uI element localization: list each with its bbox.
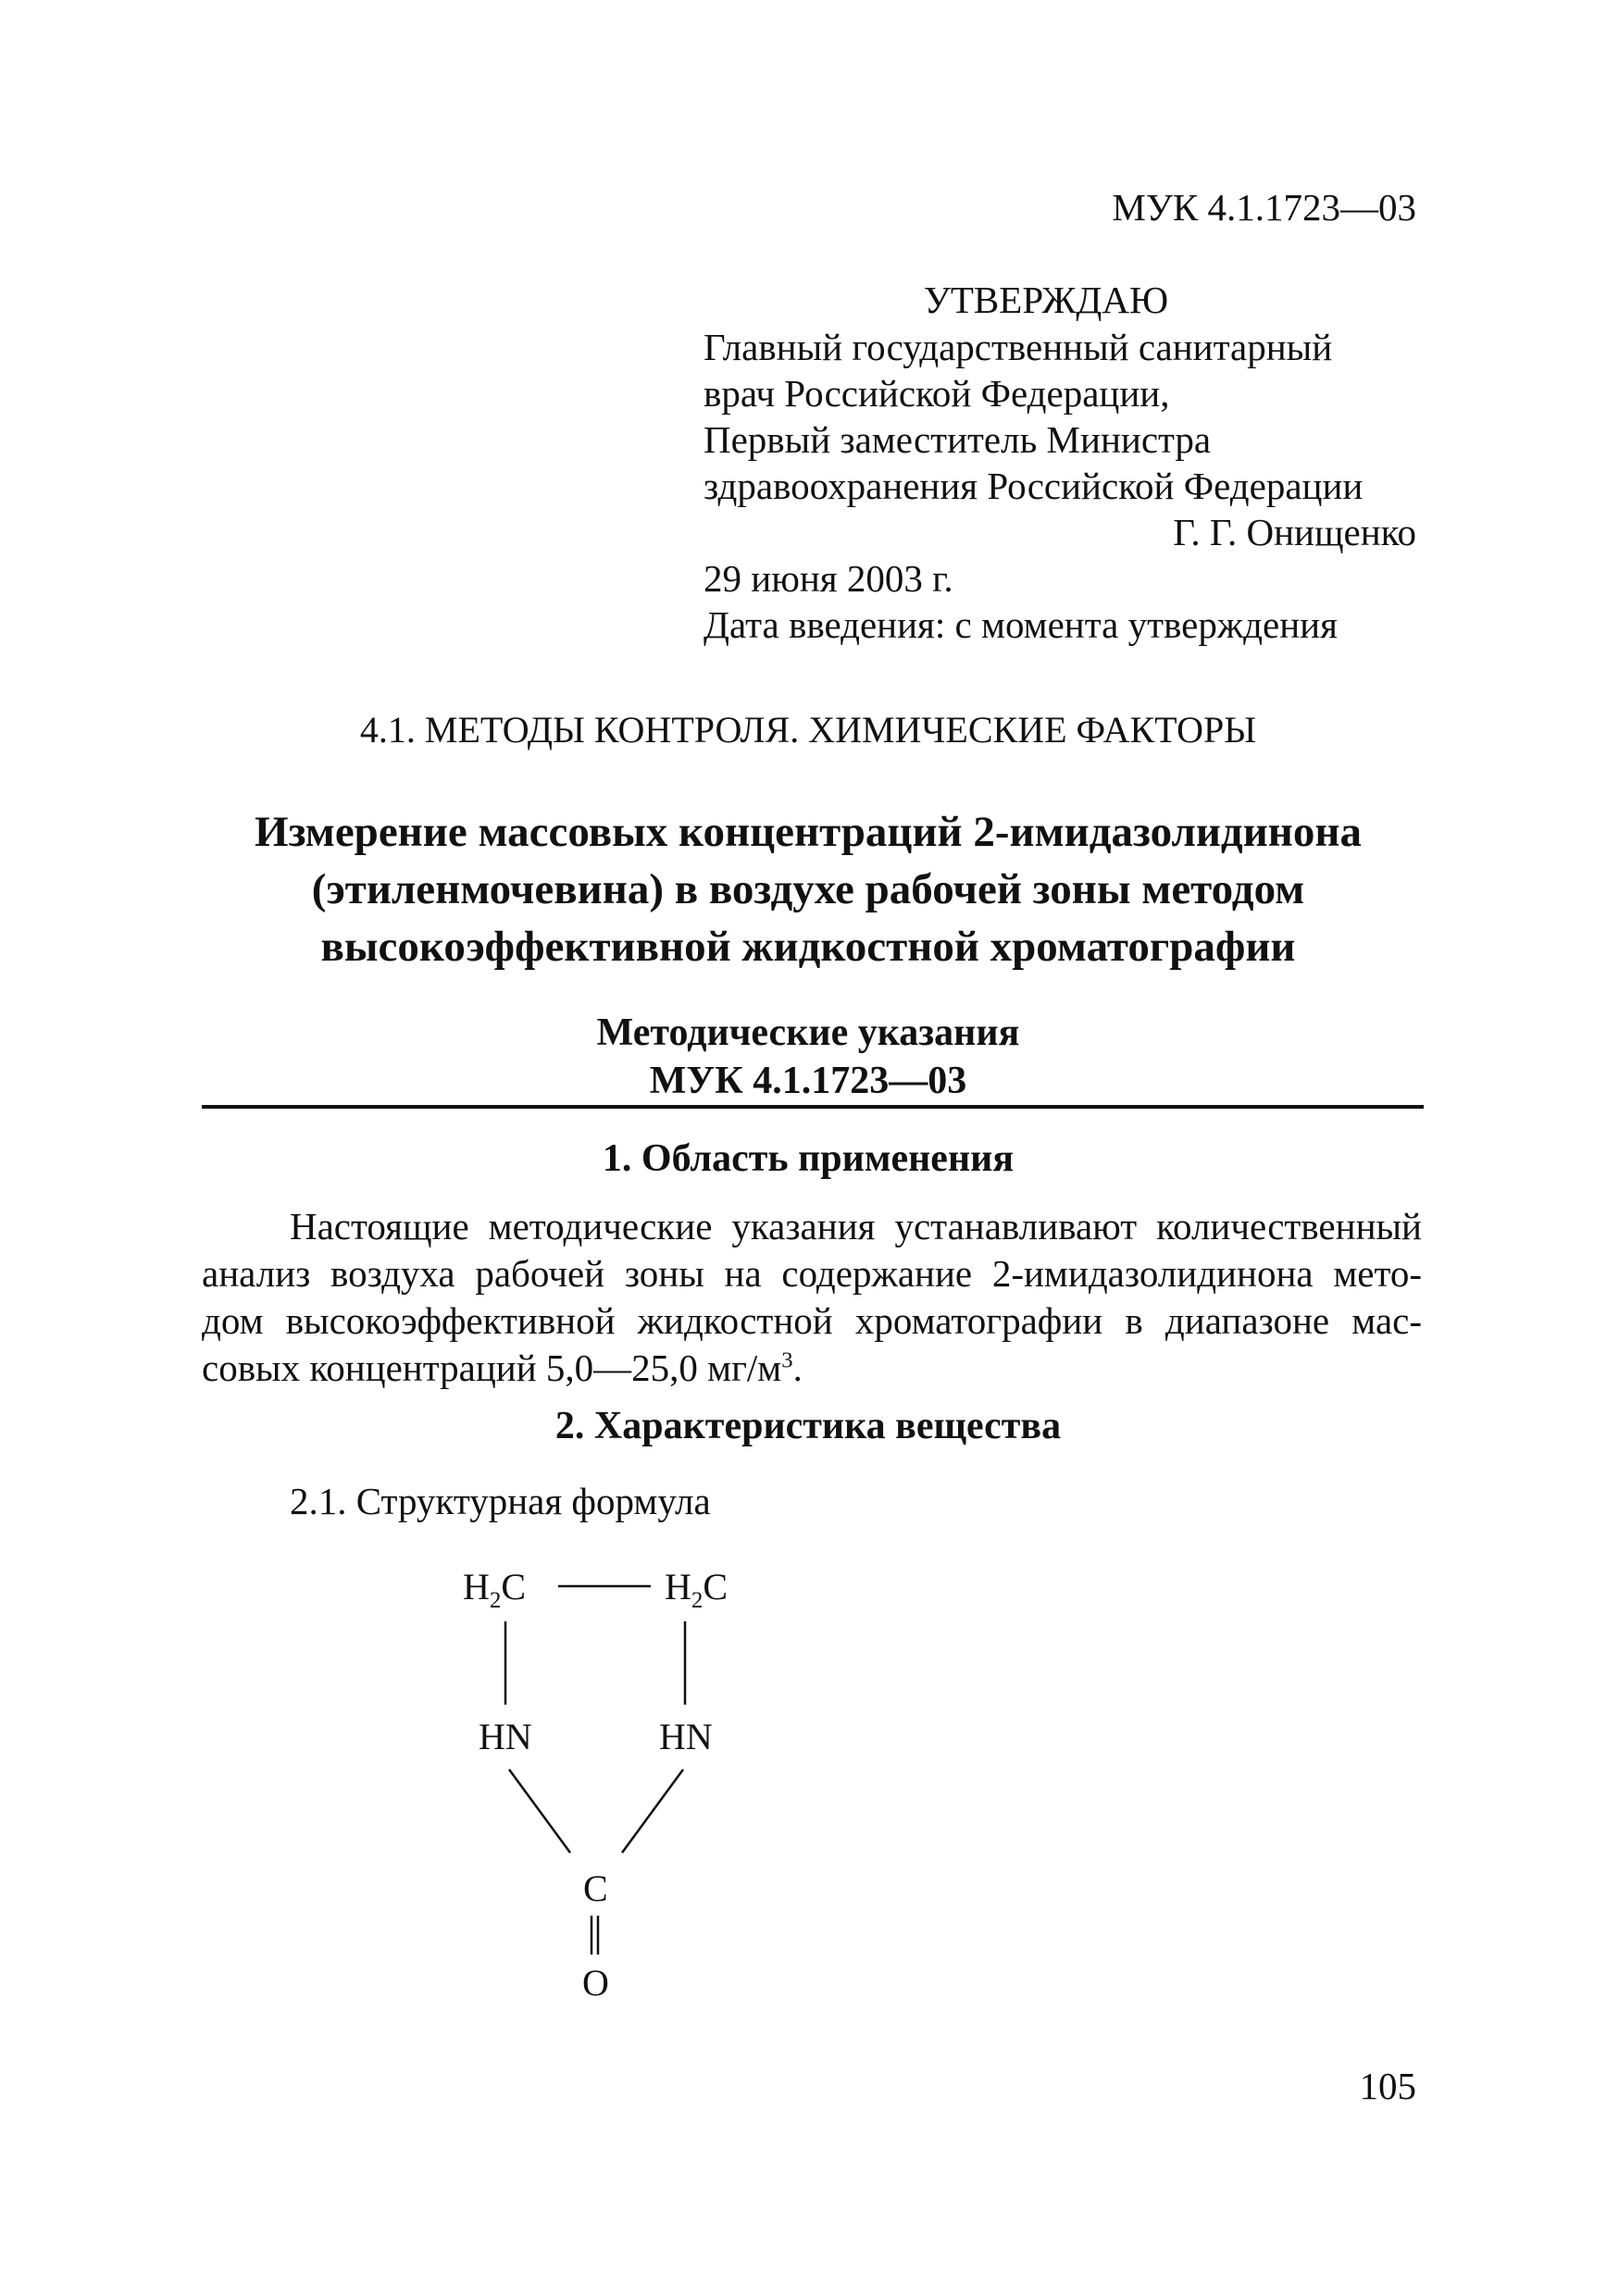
document-title	[185, 803, 1431, 975]
title-line: высокоэффективной жидкостной хроматографии	[320, 923, 1296, 971]
paragraph-end-punct: .	[792, 1347, 803, 1389]
paragraph-line: анализ воздуха рабочей зоны на содержание 2-имидазолидинона мето-	[202, 1252, 1422, 1295]
formula-nh-left: HN	[479, 1716, 532, 1757]
approval-heading: УТВЕРЖДАЮ	[923, 279, 1169, 321]
formula-carbon: C	[583, 1868, 608, 1909]
formula-oxygen: O	[582, 1962, 609, 2004]
document-code: МУК 4.1.1723—03	[1112, 186, 1416, 229]
approval-date: 29 июня 2003 г.	[704, 557, 953, 600]
approval-line: Главный государственный санитарный	[704, 326, 1333, 368]
horizontal-rule	[202, 1105, 1424, 1109]
approval-effective-date: Дата введения: с момента утверждения	[704, 603, 1338, 646]
paragraph-line: Настоящие методические указания устанавливают количественный	[290, 1205, 1422, 1247]
title-line: (этиленмочевина) в воздухе рабочей зоны методом	[311, 865, 1305, 913]
bond-n-c-left	[509, 1769, 570, 1853]
unit-superscript: 3	[781, 1347, 793, 1373]
approval-line: Первый заместитель Министра	[704, 418, 1212, 461]
page-number: 105	[1359, 2065, 1416, 2107]
document-subtitle	[185, 1009, 1431, 1105]
subsection-2-1-label: 2.1. Структурная формула	[290, 1480, 711, 1522]
subtitle-code: МУК 4.1.1723—03	[649, 1060, 967, 1102]
section-1-paragraph	[202, 1203, 1422, 1392]
paragraph-line: дом высокоэффективной жидкостной хроматографии в диапазоне мас-	[202, 1299, 1422, 1342]
approval-signatory: Г. Г. Онищенко	[1173, 511, 1416, 553]
section-2-heading: 2. Характеристика вещества	[554, 1405, 1062, 1447]
structural-formula-svg	[435, 1555, 787, 2036]
approval-line: врач Российской Федерации,	[704, 372, 1170, 415]
formula-ch2-right: $H_2C$	[665, 1566, 729, 1613]
paragraph-line-text: совых концентраций 5,0—25,0 мг/м	[202, 1347, 782, 1389]
subtitle-line: Методические указания	[596, 1011, 1020, 1054]
bond-n-c-right	[622, 1769, 683, 1853]
structural-formula	[435, 1555, 787, 2036]
formula-ch2-left: $H_2C$	[463, 1566, 527, 1613]
section-1-heading: 1. Область применения	[602, 1137, 1015, 1180]
approval-block	[704, 324, 1416, 648]
approval-line: здравоохранения Российской Федерации	[704, 465, 1364, 507]
paragraph-last-line	[202, 1345, 1422, 1392]
section-heading: 4.1. МЕТОДЫ КОНТРОЛЯ. ХИМИЧЕСКИЕ ФАКТОРЫ	[359, 709, 1257, 751]
formula-nh-right: HN	[659, 1716, 713, 1757]
title-line: Измерение массовых концентраций 2-имидазолидинона	[255, 808, 1362, 856]
